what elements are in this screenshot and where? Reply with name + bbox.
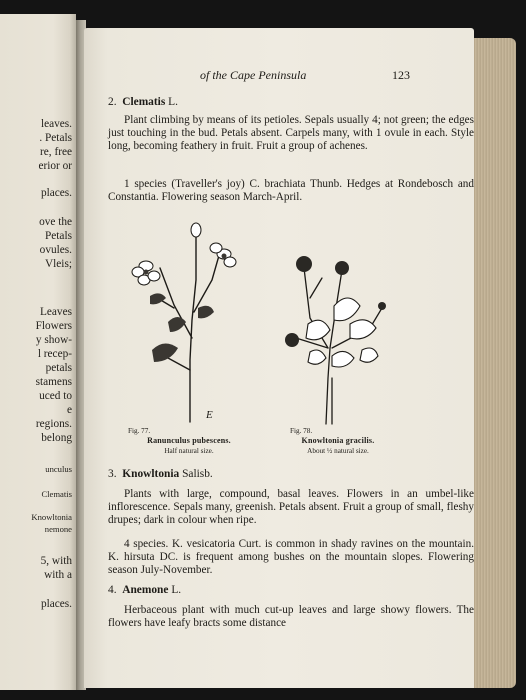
left-page-line: l recep- <box>37 348 72 360</box>
left-page-line: Leaves <box>40 306 72 318</box>
page-edges <box>472 38 516 688</box>
left-page-line: places. <box>40 598 72 610</box>
left-page-line: unculus <box>45 464 72 474</box>
left-page-line: stamens <box>35 376 72 388</box>
left-page-line: petals <box>45 362 72 374</box>
paragraph: Plant climbing by means of its petioles. Sepals usually 4; not green; the edges just touching in the bud. Petals absent. Carpels many, with 1 ovule in each. Style long, becoming feathery in fruit. Fruit a group of achenes. <box>108 114 474 152</box>
figure-caption-name: Ranunculus pubescens. <box>147 436 231 445</box>
genus-name: Knowltonia <box>122 468 180 480</box>
paragraph: 1 species (Traveller's joy) C. brachiata Thunb. Hedges at Rondebosch and Constantia. Flowering season March-April. <box>108 178 474 203</box>
section-number: 3. <box>108 468 117 480</box>
paragraph: Plants with large, compound, basal leaves. Flowers in an umbel-like inflorescence. Sepals many, greenish. Petals absent. Fruit a group of small, fleshy drupes; dark in colour when ripe. <box>108 488 474 526</box>
left-page <box>0 14 76 690</box>
genus-name: Clematis <box>122 96 166 108</box>
left-page-line: belong <box>41 432 72 444</box>
left-page-line: uced to <box>39 390 72 402</box>
genus-author: L. <box>171 584 182 596</box>
section-number: 2. <box>108 96 117 108</box>
section-number: 4. <box>108 584 117 596</box>
left-page-line: with a <box>44 569 72 581</box>
figure-letter: E <box>206 409 213 421</box>
section-heading <box>108 468 213 480</box>
genus-name: Anemone <box>122 584 169 596</box>
section-heading <box>108 96 178 108</box>
left-page-line: nemone <box>44 524 72 534</box>
left-page-line: leaves. <box>40 118 72 130</box>
left-page-line: Vleis; <box>45 258 72 270</box>
figure-number: Fig. 78. <box>290 427 313 435</box>
left-page-line: ovules. <box>39 244 72 256</box>
paragraph: Herbaceous plant with much cut-up leaves and large showy flowers. The flowers have leafy bracts some distance <box>108 604 474 629</box>
running-head: of the Cape Peninsula <box>200 68 307 82</box>
figure-caption-name: Knowltonia gracilis. <box>301 436 375 445</box>
left-page-line: regions. <box>35 418 72 430</box>
section-heading <box>108 584 181 596</box>
right-page <box>84 28 474 688</box>
genus-author: Salisb. <box>182 468 213 480</box>
left-page-line: re, free <box>40 146 72 158</box>
left-page-line: Flowers <box>35 320 72 332</box>
left-page-line: . Petals <box>39 132 72 144</box>
left-page-line: 5, with <box>40 555 72 567</box>
paragraph: 4 species. K. vesicatoria Curt. is common in shady ravines on the mountain. K. hirsuta DC. is frequent among bushes on the mountain slopes. Flowering season July-November. <box>108 538 474 576</box>
left-page-line: ove the <box>39 216 72 228</box>
figure-caption-note: Half natural size. <box>164 447 214 455</box>
left-page-line: Clematis <box>41 489 72 499</box>
figure-number: Fig. 77. <box>128 427 151 435</box>
genus-author: L. <box>168 96 178 108</box>
figure-77-illustration <box>124 210 254 425</box>
left-page-line: Petals <box>45 230 72 242</box>
left-page-line: places. <box>40 187 72 199</box>
left-page-line: e <box>66 404 72 416</box>
left-page-line: y show- <box>35 334 72 346</box>
left-page-line: Knowltonia <box>31 512 72 522</box>
page-number: 123 <box>392 68 410 82</box>
figure-78-illustration <box>274 228 394 428</box>
figure-caption-note: About ½ natural size. <box>307 447 369 455</box>
left-page-line: erior or <box>38 160 72 172</box>
